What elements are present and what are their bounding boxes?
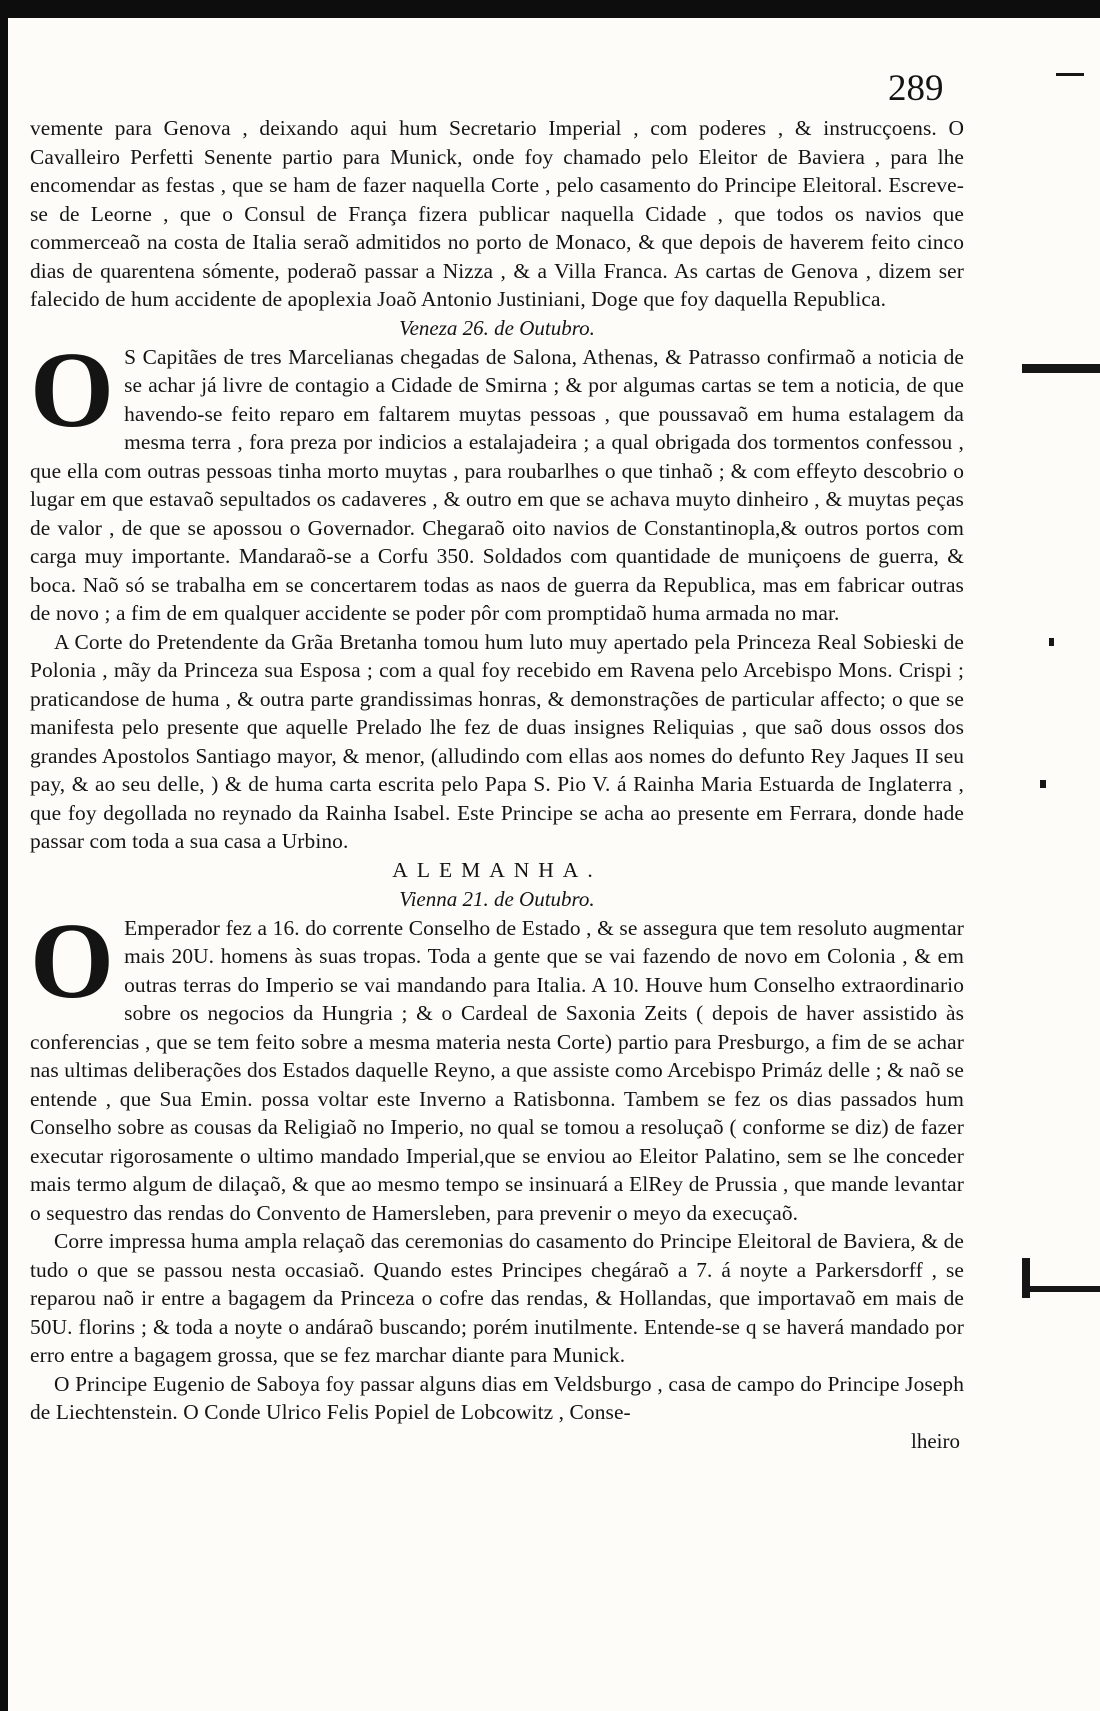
paragraph-venice-text: S Capitães de tres Marcelianas chegadas de Salona, Athenas, & Patrasso confirmaõ a noticia de se achar já livre de contagio a Cidade de Smirna ; & por algumas cartas se tem a noticia, de que havendo-se feito reparo em faltarem muytas pessoas , que poussavaõ em huma estalagem da mesma terra , fora preza por indicios a estalajadeira ; a qual obrigada dos tormentos confessou , que ella com outras pessoas tinha morto muytas , para roubarlhes o que tinhaõ ; & com effeyto descobrio o lugar em que estavaõ sepultados os cadaveres , & outro em que se achava muyto dinheiro , & muytas peças de valor , de que se apossou o Governador. Chegaraõ oito navios de Constantinopla,& outros portos com carga muy importante. Mandaraõ-se a Corfu 350. Soldados com quantidade de muniçoens de guerra, & boca. Naõ só se trabalha em se concertarem todas as naos de guerra da Republica, mas em fabricar outras de novo ; a fim de em qualquer accidente se poder pôr com promptidaõ huma armada no mar. xyxy=(30,344,964,625)
paragraph-venice xyxy=(30,330,964,628)
paragraph-prince-eugenio: O Principe Eugenio de Saboya foy passar alguns dias em Veldsburgo , casa de campo do Principe Joseph de Liechtenstein. O Conde Ulrico Felis Popiel de Lobcowitz , Conse- xyxy=(30,1371,964,1424)
scan-artifact-tab xyxy=(1022,364,1100,373)
dateline-venice: Veneza 26. de Outubro. xyxy=(399,315,595,340)
scan-artifact-bar xyxy=(1022,1258,1030,1298)
paragraph-vienna-text: Emperador fez a 16. do corrente Conselho de Estado , & se assegura que tem resoluto augmentar mais 20U. homens às suas tropas. Toda a gente que se vai fazendo de novo em Colonia , & em outras terras do Imperio se vai mandando para Italia. A 10. Houve hum Conselho extraordinario sobre os negocios da Hungria ; & o Cardeal de Saxonia Zeits ( depois de haver assistido às conferencias , que se tem feito sobre a mesma materia nesta Corte) partio para Presburgo, a fim de se achar nas ultimas deliberações dos Estados daquelle Reyno, a que assiste como Arcebispo Primáz delle ; & naõ se entende , que Sua Emin. possa voltar este Inverno a Ratisbonna. Tambem se fez os dias passados hum Conselho sobre as cousas da Religiaõ no Imperio, no qual se tomou a resoluçaõ ( conforme se diz) de fazer executar rigorosamente o ultimo mandado Imperial,que se enviou ao Eleitor Palatino, sem se lhe conceder mais termo algum de dilaçaõ, & que ao mesmo tempo se insinuará a ElRey de Prussia , que mande levantar o sequestro das rendas do Convento de Hamersleben, para prevenir o meyo da execuçaõ. xyxy=(30,915,964,1225)
catchword: lheiro xyxy=(911,1428,960,1453)
scan-artifact-dot xyxy=(1040,780,1046,788)
scan-artifact-mark xyxy=(1056,73,1084,76)
drop-cap: O xyxy=(30,901,115,1021)
drop-cap: O xyxy=(30,330,115,450)
paragraph-bavaria-wedding: Corre impressa huma ampla relaçaõ das ceremonias do casamento do Principe Eleitoral de Baviera, & de tudo o que se passou nesta occasiaõ. Quando estes Principes chegáraõ a 7. á noyte a Parkersdorff , se reparou naõ ir entre a bagagem da Princeza o cofre das rendas, & Hollandas, que importavaõ em mais de 50U. florins ; & toda a noyte o andáraõ buscando; porém inutilmente. Entende-se q se haverá mandado por erro entre a bagagem grossa, que se fez marchar diante para Munick. xyxy=(30,1229,964,1367)
scan-artifact-dot xyxy=(1049,638,1054,646)
article-body xyxy=(30,114,964,1455)
section-heading-alemanha: ALEMANHA. xyxy=(392,857,602,882)
scan-artifact-bracket xyxy=(1030,1286,1100,1292)
paragraph-vienna xyxy=(30,901,964,1228)
dateline-vienna: Vienna 21. de Outubro. xyxy=(399,886,595,911)
page-number: 289 xyxy=(888,68,944,109)
paragraph-genova: vemente para Genova , deixando aqui hum Secretario Imperial , com poderes , & instrucçoens. O Cavalleiro Perfetti Senente partio para Munick, onde foy chamado pelo Eleitor de Baviera , para lhe encomendar as festas , que se ham de fazer naquella Corte , pelo casamento do Principe Eleitoral. Escreve-se de Leorne , que o Consul de França fizera publicar naquella Cidade , que todos os navios que commerceaõ na costa de Italia seraõ admitidos no porto de Monaco, & que depois de haverem feito cinco dias de quarentena sómente, poderaõ passar a Nizza , & a Villa Franca. As cartas de Genova , dizem ser falecido de hum accidente de apoplexia Joaõ Antonio Justiniani, Doge que foy daquella Republica. xyxy=(30,116,964,311)
paragraph-pretender-court: A Corte do Pretendente da Grãa Bretanha tomou hum luto muy apertado pela Princeza Real Sobieski de Polonia , mãy da Princeza sua Esposa ; com a qual foy recebido em Ravena pelo Arcebispo Mons. Crispi ; praticandose de huma , & outra parte grandissimas honras, & demonstrações de particular affecto; o que se manifesta pelo presente que aquelle Prelado lhe fez de duas insignes Reliquias , que saõ dous ossos dos grandes Apostolos Santiago mayor, & menor, (alludindo com ellas aos nomes do defunto Rey Jaques II seu pay, & ao seu delle, ) & de huma carta escrita pelo Papa S. Pio V. á Rainha Maria Estuarda de Inglaterra , que foy degollada no reynado da Rainha Isabel. Este Principe se acha ao presente em Ferrara, donde hade passar com toda a sua casa a Urbino. xyxy=(30,629,964,853)
newspaper-page xyxy=(8,18,1100,1711)
